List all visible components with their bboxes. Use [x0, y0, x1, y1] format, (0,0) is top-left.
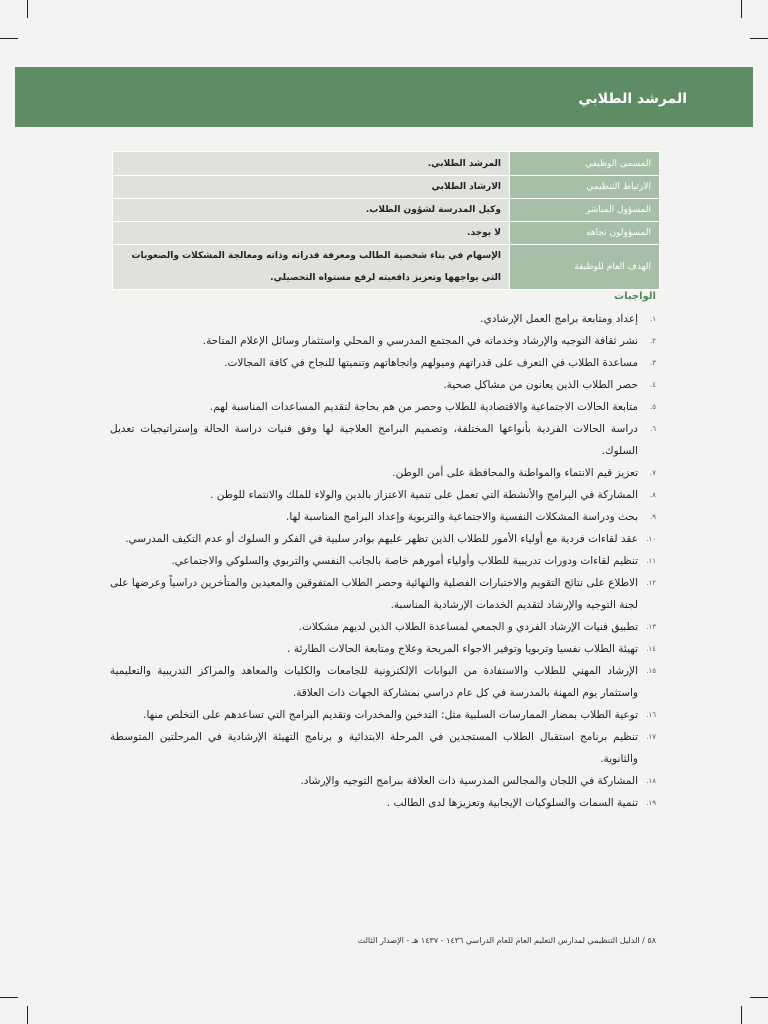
list-item — [110, 770, 656, 792]
crop-mark — [27, 0, 28, 18]
footer-separator: / — [639, 936, 645, 945]
list-item — [110, 352, 656, 374]
section-header — [15, 67, 753, 127]
list-item — [110, 330, 656, 352]
crop-mark — [750, 38, 768, 39]
item-number: ٦. — [650, 425, 656, 433]
crop-mark — [741, 1006, 742, 1024]
item-text: متابعة الحالات الاجتماعية والاقتصادية للطلاب وحصر من هم بحاجة لتقديم المساعدات المناسبة لهم. — [209, 401, 638, 413]
list-item — [110, 638, 656, 660]
row-label: الهدف العام للوظيفة — [510, 245, 660, 290]
item-text: المشاركة في اللجان والمجالس المدرسية ذات العلاقة ببرامج التوجيه والإرشاد. — [300, 775, 638, 787]
row-value: الإسهام في بناء شخصية الطالب ومعرفة قدراته وذاته ومعالجة المشكلات والصعوبات التي يواجهها وتعزيز دافعيته لرفع مستواه التحصيلي. — [113, 245, 510, 290]
list-item — [110, 726, 656, 770]
row-label: المسؤولون تجاهه — [510, 222, 660, 245]
crop-mark — [741, 0, 742, 18]
item-number: ١. — [650, 315, 656, 323]
list-item — [110, 616, 656, 638]
item-text: تنظيم برنامج استقبال الطلاب المستجدين في المرحلة الابتدائية و برنامج التهيئة الإرشادية في المرحلتين المتوسطة والثانوية. — [110, 731, 638, 765]
list-item — [110, 506, 656, 528]
item-number: ٣. — [650, 359, 656, 367]
item-text: تنظيم لقاءات ودورات تدريبية للطلاب وأولياء أمورهم خاصة بالجانب النفسي والتربوي والسلوكي والاجتماعي. — [171, 555, 638, 567]
item-text: دراسة الحالات الفردية بأنواعها المختلفة، وتصميم البرامج العلاجية لها وفق فنيات دراسة الحالة وإستراتيجيات تعديل السلوك. — [110, 423, 638, 457]
item-text: عقد لقاءات فردية مع أولياء الأمور للطلاب الذين تظهر عليهم بوادر سلبية في الفكر و السلوك أو عدم التكيف المدرسي. — [125, 533, 638, 545]
list-item — [110, 462, 656, 484]
table-row — [113, 199, 660, 222]
list-item — [110, 528, 656, 550]
item-number: ١٥. — [646, 667, 656, 675]
item-number: ٢. — [650, 337, 656, 345]
item-number: ١٢. — [646, 579, 656, 587]
item-number: ٧. — [650, 469, 656, 477]
item-text: توعية الطلاب بمضار الممارسات السلبية مثل: التدخين والمخدرات وتقديم البرامج التي تساعدهم على التخلص منها. — [143, 709, 638, 721]
row-label: المسمى الوظيفي — [510, 152, 660, 176]
list-item — [110, 308, 656, 330]
list-item — [110, 660, 656, 704]
crop-mark — [0, 997, 18, 998]
item-number: ١٩. — [646, 799, 656, 807]
section-title: المرشد الطلابي — [578, 91, 687, 107]
item-text: مساعدة الطلاب في التعرف على قدراتهم وميولهم واتجاهاتهم وتنميتها للنجاح في كافة المجالات. — [224, 357, 638, 369]
item-number: ١٦. — [646, 711, 656, 719]
duties-heading: الواجبات — [614, 291, 656, 302]
list-item — [110, 792, 656, 814]
item-text: الإرشاد المهني للطلاب والاستفادة من البوابات الإلكترونية للجامعات والكليات والمعاهد والمراكز التدريبية والتعليمية واستثمار يوم المهنة بالمدرسة في كل عام دراسي بمشاركة الجهات ذات العلاقة. — [110, 665, 638, 699]
item-text: الاطلاع على نتائج التقويم والاختبارات الفصلية والنهائية وحصر الطلاب المتفوقين والمعيدين والمتأخرين دراسياً وعرضها على لجنة التوجيه والإرشاد لتقديم الخدمات الإرشادية المناسبة. — [110, 577, 638, 611]
page-footer — [110, 936, 656, 945]
list-item — [110, 704, 656, 726]
row-value: المرشد الطلابي. — [113, 152, 510, 176]
item-text: حصر الطلاب الذين يعانون من مشاكل صحية. — [443, 379, 638, 391]
item-number: ١٤. — [646, 645, 656, 653]
crop-mark — [0, 38, 18, 39]
item-text: المشاركة في البرامج والأنشطة التي تعمل على تنمية الاعتزاز بالدين والولاء للملك والانتماء للوطن . — [210, 489, 638, 501]
job-info-table — [112, 151, 660, 290]
list-item — [110, 418, 656, 462]
item-text: تعزيز قيم الانتماء والمواطنة والمحافظة على أمن الوطن. — [392, 467, 638, 479]
item-text: إعداد ومتابعة برامج العمل الإرشادي. — [480, 313, 638, 325]
item-number: ١٨. — [646, 777, 656, 785]
table-row — [113, 245, 660, 290]
row-value: الارشاد الطلابي — [113, 176, 510, 199]
table-row — [113, 152, 660, 176]
crop-mark — [750, 997, 768, 998]
item-number: ٩. — [650, 513, 656, 521]
table-row — [113, 222, 660, 245]
list-item — [110, 396, 656, 418]
item-text: تنمية السمات والسلوكيات الإيجابية وتعزيزها لدى الطالب . — [386, 797, 638, 809]
row-label: المسؤول المباشر — [510, 199, 660, 222]
item-text: بحث ودراسة المشكلات النفسية والاجتماعية والتربوية وإعداد البرامج المناسبة لها. — [286, 511, 638, 523]
list-item — [110, 374, 656, 396]
item-text: تهيئة الطلاب نفسيا وتربويا وتوفير الاجواء المريحة وعلاج ومتابعة الحالات الطارئة . — [287, 643, 638, 655]
footer-text: الدليل التنظيمي لمدارس التعليم العام للعام الدراسي ١٤٣٦ - ١٤٣٧ هـ - الإصدار الثالث — [357, 936, 640, 945]
crop-mark — [27, 1006, 28, 1024]
item-number: ٥. — [650, 403, 656, 411]
row-value: لا يوجد. — [113, 222, 510, 245]
row-value: وكيل المدرسة لشؤون الطلاب. — [113, 199, 510, 222]
item-number: ١١. — [646, 557, 656, 565]
page-number: ٥٨ — [647, 936, 656, 945]
list-item — [110, 484, 656, 506]
list-item — [110, 550, 656, 572]
table-row — [113, 176, 660, 199]
item-number: ٤. — [650, 381, 656, 389]
item-number: ١٣. — [646, 623, 656, 631]
item-text: نشر ثقافة التوجيه والإرشاد وخدماته في المجتمع المدرسي و المحلي واستثمار وسائل الإعلام المتاحة. — [202, 335, 638, 347]
duties-list — [110, 308, 656, 814]
item-number: ٨. — [650, 491, 656, 499]
item-text: تطبيق فنيات الإرشاد الفردي و الجمعي لمساعدة الطلاب الذين لديهم مشكلات. — [298, 621, 638, 633]
item-number: ١٧. — [646, 733, 656, 741]
list-item — [110, 572, 656, 616]
item-number: ١٠. — [646, 535, 656, 543]
row-label: الارتباط التنظيمي — [510, 176, 660, 199]
